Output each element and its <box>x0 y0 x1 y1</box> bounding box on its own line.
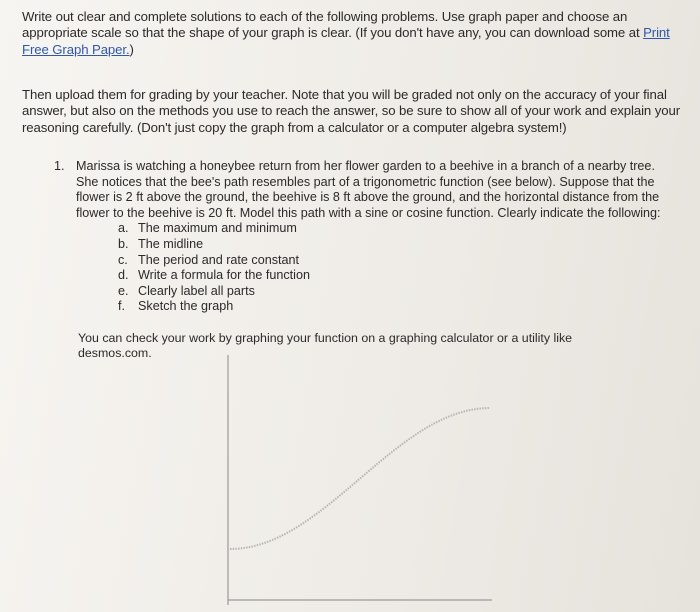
subitem-letter: e. <box>118 283 129 298</box>
subitem-text: Clearly label all parts <box>138 283 255 298</box>
subitem-letter: c. <box>118 252 128 267</box>
intro-text: Write out clear and complete solutions to each of the following problems. Use graph paper and choose an appropriate scale so that the shape of your graph is clear. (If you don't have any, you can download some at <box>22 9 640 41</box>
problem-text: Marissa is watching a honeybee return from her flower garden to a beehive in a branch of a nearby tree. She notices that the bee's path resembles part of a trigonometric function (see below). Suppose that the flower is 2 ft above the ground, the beehive is 8 ft above the ground, and the horizontal distance from the flower to the beehive is 20 ft. Model this path with a sine or cosine function. Clearly indicate the following: <box>76 159 661 220</box>
subitem-text: The period and rate constant <box>138 252 300 267</box>
subitem-text: The maximum and minimum <box>138 221 297 236</box>
subitem-text: Write a formula for the function <box>138 268 310 283</box>
subitem-letter: f. <box>118 299 125 314</box>
subitem-letter: d. <box>118 268 129 283</box>
intro-link-suffix: ) <box>129 41 134 57</box>
instructions-paragraph: Then upload them for grading by your teacher. Note that you will be graded not only on the accuracy of your final answer, but also on the methods you use to reach the answer, so be sure to show all of your work and explain your reasoning carefully. (Don't just copy the graph from a calculator or a computer algebra system!) <box>22 87 680 135</box>
subitem-letter: b. <box>118 236 129 251</box>
desmos-note: You can check your work by graphing your function on a graphing calculator or a utility like desmos.com. <box>78 331 573 361</box>
subitem-text: The midline <box>138 236 204 251</box>
print-graph-paper-link[interactable]: Print Free Graph Paper. <box>22 25 670 57</box>
bee-path-curve <box>230 408 490 549</box>
subitem-letter: a. <box>118 221 129 236</box>
problem-number: 1. <box>54 159 65 173</box>
subitem-text: Sketch the graph <box>138 299 234 314</box>
